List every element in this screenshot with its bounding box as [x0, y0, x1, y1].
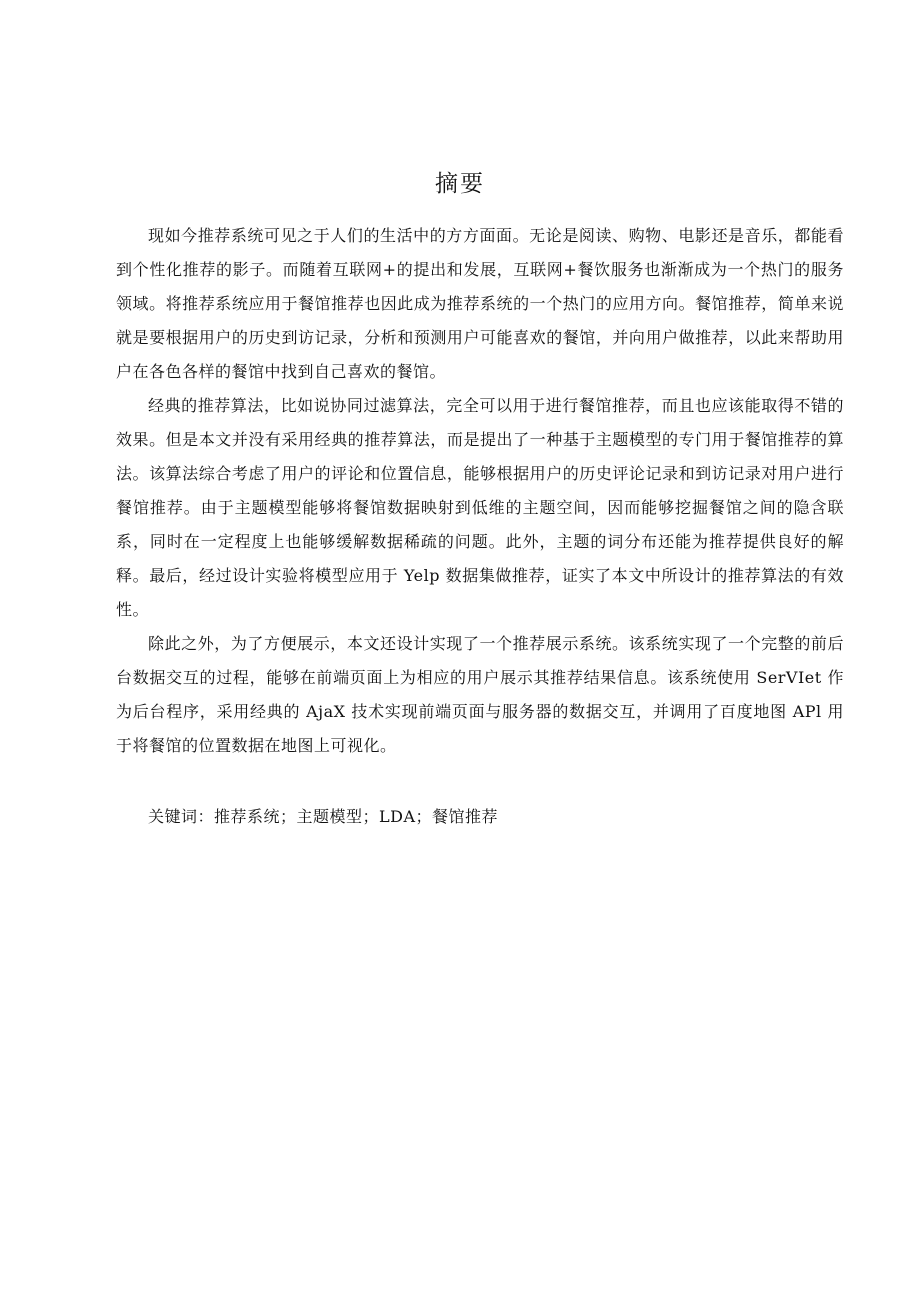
abstract-paragraph-2: 经典的推荐算法，比如说协同过滤算法，完全可以用于进行餐馆推荐，而且也应该能取得不错的效果。但是本文并没有采用经典的推荐算法，而是提出了一种基于主题模型的专门用于餐馆推荐的算法。该算法综合考虑了用户的评论和位置信息，能够根据用户的历史评论记录和到访记录对用户进行餐馆推荐。由于主题模型能够将餐馆数据映射到低维的主题空间，因而能够挖掘餐馆之间的隐含联系，同时在一定程度上也能够缓解数据稀疏的问题。此外，主题的词分布还能为推荐提供良好的解释。最后，经过设计实验将模型应用于 Yelp 数据集做推荐，证实了本文中所设计的推荐算法的有效性。: [116, 396, 844, 619]
abstract-paragraph-1: 现如今推荐系统可见之于人们的生活中的方方面面。无论是阅读、购物、电影还是音乐，都能看到个性化推荐的影子。而随着互联网+的提出和发展，互联网+餐饮服务也渐渐成为一个热门的服务领域。将推荐系统应用于餐馆推荐也因此成为推荐系统的一个热门的应用方向。餐馆推荐，简单来说就是要根据用户的历史到访记录，分析和预测用户可能喜欢的餐馆，并向用户做推荐，以此来帮助用户在各色各样的餐馆中找到自己喜欢的餐馆。: [116, 226, 844, 381]
keywords-line: 关键词：推荐系统；主题模型；LDA；餐馆推荐: [148, 807, 499, 826]
abstract-body: [116, 219, 844, 763]
abstract-paragraph-3: 除此之外，为了方便展示，本文还设计实现了一个推荐展示系统。该系统实现了一个完整的前后台数据交互的过程，能够在前端页面上为相应的用户展示其推荐结果信息。该系统使用 SerVIet 作为后台程序，采用经典的 AjaX 技术实现前端页面与服务器的数据交互，并调用了百度地图 APl 用于将餐馆的位置数据在地图上可视化。: [116, 634, 844, 755]
abstract-title: 摘要: [435, 171, 485, 197]
